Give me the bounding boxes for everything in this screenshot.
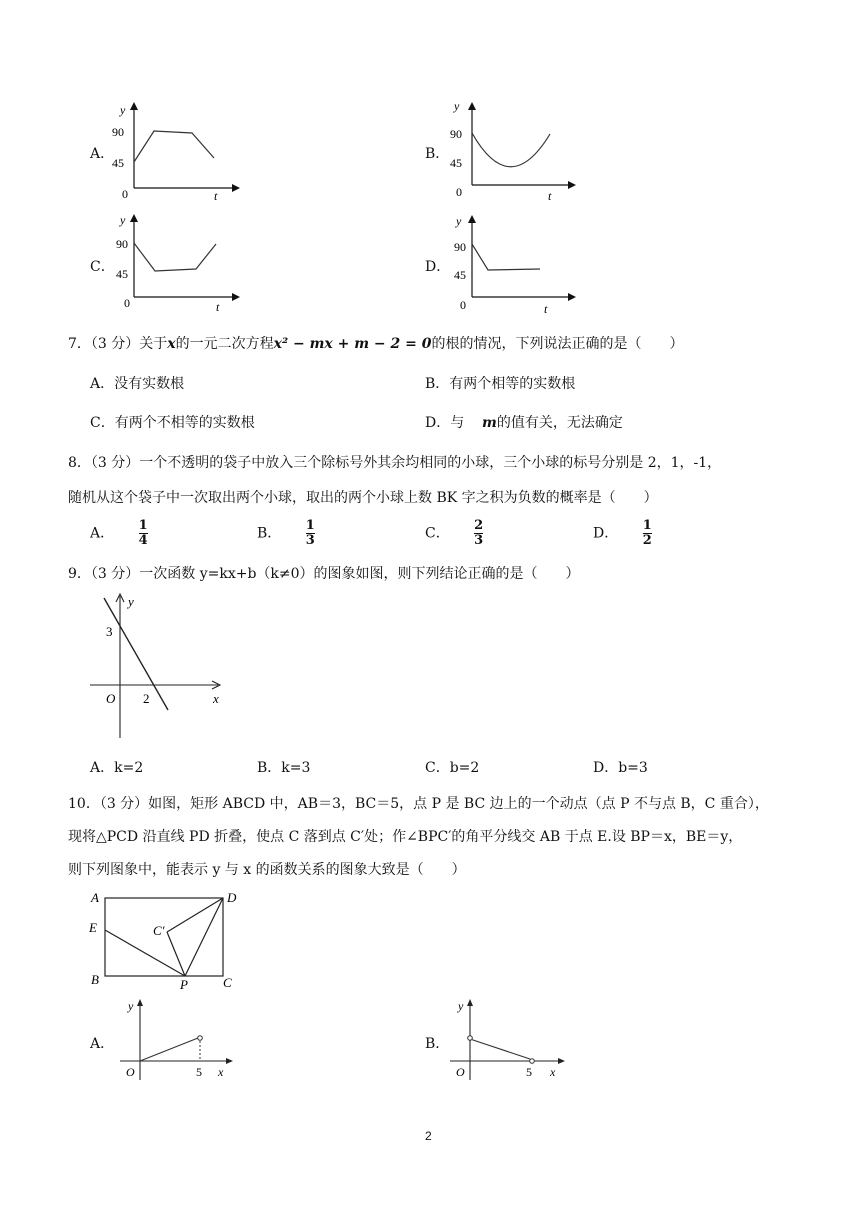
origin-label: 0 <box>456 185 462 199</box>
axis-y-label: y <box>456 214 462 228</box>
axis-y-label: y <box>454 99 460 113</box>
q6-graph-a <box>112 100 242 203</box>
q10-rectangle-figure <box>85 888 255 993</box>
label-a: A <box>91 890 99 905</box>
q8-option-a: A． $\frac{1}{4}$ <box>90 518 148 548</box>
q9-option-d: D．b=3 <box>593 760 648 776</box>
origin-label: O <box>126 1065 135 1079</box>
question-7-stem <box>68 333 683 353</box>
q7-text-mid: 的一元二次方程 <box>175 336 274 352</box>
label-d: D <box>227 890 237 905</box>
axis-t-label: t <box>216 300 220 314</box>
function-segment <box>470 1039 530 1059</box>
label-p: P <box>180 977 188 992</box>
axis-y-label: y <box>120 213 126 227</box>
q6-option-b-label: B． <box>425 146 450 162</box>
tick-90: 90 <box>116 237 128 251</box>
tick-5: 5 <box>196 1065 202 1079</box>
q9-option-b: B．k=3 <box>257 760 311 776</box>
axis-x-label: x <box>213 691 219 706</box>
question-10-line-2: 现将△PCD 沿直线 PD 折叠，使点 C 落到点 C′处；作∠BPC′的角平分线交 AB 于点 E.设 BP＝x，BE＝y， <box>68 829 743 845</box>
axis-x-label: x <box>218 1065 224 1079</box>
axis-t-label: t <box>214 189 218 203</box>
axis-t-label: t <box>548 189 552 203</box>
q7-equation: x² − mx + m − 2 = 0 <box>273 336 432 352</box>
axis-x-label: x <box>550 1065 556 1079</box>
curve <box>472 244 540 270</box>
q6-option-d-label: D． <box>425 259 451 275</box>
q7-option-d: D．与 m的值有关，无法确定 <box>425 415 623 431</box>
tick-45: 45 <box>450 156 462 170</box>
origin-label: 0 <box>460 298 466 312</box>
question-10-line-1: 10．（3 分）如图，矩形 ABCD 中，AB＝3，BC＝5，点 P 是 BC 边上的一个动点（点 P 不与点 B，C 重合）， <box>68 796 769 812</box>
q7-option-c: C．有两个不相等的实数根 <box>90 415 255 431</box>
tick-45: 45 <box>116 267 128 281</box>
q9-option-a: A．k=2 <box>90 760 144 776</box>
label-c-prime: C′ <box>153 923 165 938</box>
axis-y-label: y <box>128 999 134 1013</box>
q10-option-a-label: A． <box>90 1036 115 1052</box>
label-b: B <box>91 972 99 987</box>
question-8-line-2: 随机从这个袋子中一次取出两个小球，取出的两个小球上数 BK 字之积为负数的概率是（ ） <box>68 490 658 506</box>
question-9-stem: 9．（3 分）一次函数 y=kx+b（k≠0）的图象如图，则下列结论正确的是（ ） <box>68 566 580 582</box>
question-10-line-3: 则下列图象中，能表示 y 与 x 的函数关系的图象大致是（ ） <box>68 862 466 878</box>
q8-option-d: D． $\frac{1}{2}$ <box>593 518 652 548</box>
x-intercept-label: 2 <box>143 691 150 706</box>
curve <box>134 131 214 162</box>
tick-5: 5 <box>526 1065 532 1079</box>
origin-label: O <box>456 1065 465 1079</box>
q7-option-b: B．有两个相等的实数根 <box>425 376 576 392</box>
tick-90: 90 <box>454 240 466 254</box>
q10-graph-a <box>120 996 240 1086</box>
tick-90: 90 <box>112 125 124 139</box>
axis-t-label: t <box>544 302 548 316</box>
origin-label: 0 <box>122 187 128 201</box>
q6-graph-c <box>112 210 242 314</box>
q6-option-a-label: A． <box>90 146 115 162</box>
function-segment <box>140 1038 198 1061</box>
tick-45: 45 <box>454 268 466 282</box>
label-c: C <box>223 975 232 990</box>
y-intercept-label: 3 <box>106 624 113 639</box>
tick-90: 90 <box>450 127 462 141</box>
curve <box>134 243 216 271</box>
page-number: 2 <box>425 1129 432 1143</box>
q6-option-c-label: C． <box>90 259 115 275</box>
open-endpoint-end <box>530 1059 535 1064</box>
tick-45: 45 <box>112 156 124 170</box>
q7-var-x: x <box>167 336 176 352</box>
label-e: E <box>89 920 97 935</box>
q10-graph-b <box>450 996 580 1086</box>
open-endpoint <box>198 1036 203 1041</box>
curve <box>472 133 550 167</box>
question-8-line-1: 8．（3 分）一个不透明的袋子中放入三个除标号外其余均相同的小球，三个小球的标号分别是 2，1，-1， <box>68 455 722 471</box>
q8-option-b: B． $\frac{1}{3}$ <box>257 518 315 548</box>
q7-text-post: 的根的情况，下列说法正确的是（ ） <box>431 336 684 352</box>
axis-y-label: y <box>120 103 126 117</box>
q9-line-graph <box>88 592 238 742</box>
q7-text-pre: 7．（3 分）关于 <box>68 336 168 352</box>
origin-label: O <box>106 691 116 706</box>
q6-graph-b <box>450 99 580 203</box>
q8-option-c: C． $\frac{2}{3}$ <box>425 518 484 548</box>
origin-label: 0 <box>124 296 130 310</box>
axis-y-label: y <box>128 594 134 609</box>
q9-option-c: C．b=2 <box>425 760 480 776</box>
q6-graph-d <box>450 213 580 316</box>
open-endpoint-start <box>468 1036 473 1041</box>
axis-y-label: y <box>458 999 464 1013</box>
q7-option-a: A．没有实数根 <box>90 376 185 392</box>
q10-option-b-label: B． <box>425 1036 450 1052</box>
